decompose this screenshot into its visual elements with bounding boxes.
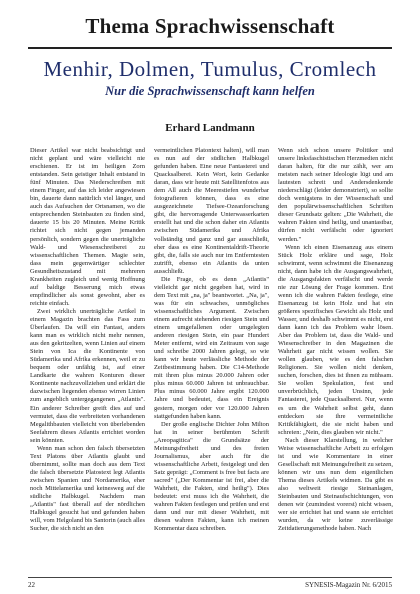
article-headline: Menhir, Dolmen, Tumulus, Cromlech <box>43 57 377 81</box>
footer-rule <box>28 577 392 578</box>
header-rule <box>28 47 392 49</box>
paragraph: Wenn ich einen Eisenanzug aus einem Stück Holz erkläre und sage, Holz schwimmt, wenn schwimmt die Eisenanzug nicht, dann habe ich die Ausgangswahrheit, die Ausgangsfakten verfälscht und werde nie zur Lösung der Frage kommen. Erst wenn ich die wahren Fakten festlege, eine Eisenanzug ist kein Holz und hat ein größeres spezifisches Gewicht als Holz und Wasser, und deshalb schwimmt es nicht, erst dann kann ich das Problem wahr lösen. Aber das Problem ist, dass die Wald- und Wiesenschreiber in den Magazinen die Wahrheit gar nicht wissen wollen. Sie wollen glauben, wie es den falschen Religionen. Sie wollen nicht denken, suchen, forschen, dies ist ihnen zu mühsam. Sie wollen Spekulation, fest und unverbrüchlich, jeden Unsinn, jede Fantasterei, jede Quacksalberei. Nur, wenn es um die Wahrheit selbst geht, dann entdecken sie ihre vermeintliche Kritikfähigkeit, die sie nicht haben und schreien: „Nein, dies glauben wir nicht." <box>278 243 393 436</box>
magazine-issue: SYNESIS-Magazin Nr. 6/2015 <box>305 581 392 589</box>
paragraph: Zwei wirklich unerträgliche Artikel in einem Magazin brachten das Fass zum Überlaufen. Da will ein Fantast, anders kann man es wirklich nicht mehr nennen, aus den gekritzelten, wenn Linien auf einem Stein von Ica die Kontinente von Südamerika und Afrika erkennen, weil er zu bequem oder unfähig ist, auf einer Landkarte die wahren Konturen dieser Kontinente nachzuvollziehen und erklärt die dazwischen liegenden ebenso wirren Linien zum angeblich untergegangenen „Atlantis". Ein anderer Schreiber greift dies auf und vermutet, dass die verbreiteten vorhandenen Megalithbauten vielleicht von überlebenden Seefahrern dieses Atlantis errichtet worden sein könnten. <box>30 307 145 444</box>
paragraph: Dieser Artikel war nicht beabsichtigt und nicht geplant und wäre vielleicht nie erschienen. Er ist im heiligen Zorn entstanden. Sein geistiger Inhalt entstand in fünf Minuten. Das Niederschreiben mit einem Finger, auf das ich leider angewiesen bin, dauerte dann natürlich viel länger, und auch das Aufsuchen der Ortsnamen, wo die entsprechenden Steinbauten zu finden sind, dauerte 15 bis 20 Minuten. Meine Kritik richtet sich nicht gegen jemanden persönlich, sondern gegen die unerträgliche Wald- und Wiesenschreiberei zu wissenschaftlichen Themen. Magie sein, dass mein gegenwärtiger schlechter Gesundheitszustand mit mehreren Krankheiten zugleich und wenig Hoffnung auf baldige Besserung mich etwas empfindlicher als sonst gewohnt, aber es reichte einfach. <box>30 147 145 307</box>
text-column-2 <box>154 147 269 571</box>
article-author: Erhard Landmann <box>165 122 255 134</box>
paragraph: Die Frage, ob es denn „Atlantis" vielleicht gar nicht gegeben hat, wird in dem Text mit „na, ja" beantwortet. „Na, ja", was für ein schwaches, unmögliches wissenschaftliches Argument. Zwischen einem aufrecht stehenden riesigen Stein und einem umgefallenen oder umgelegten anderen riesigen Stein, ein paar Hundert Meter entfernt, wird ein Zeitraum von sage und schreibe 2000 Jahren gelegt, so wie kann wir heute verlässliche Methode der Zeitbestimmung haben. Die C14-Methode mit ihren plus minus 20.000 Jahren oder plus minus 60.000 Jahren ist unbrauchbar. Plus minus 60.000 Jahre ergibt 120.000 Jahre und bedeutet, dass ein Ereignis gestern, morgen oder vor 120.000 Jahren stattgefunden haben kann. <box>154 275 269 420</box>
paragraph: Wenn man schon den falsch übersetzten Text Platons über Atlantis glaubt und übernimmt, sollte man doch aus dem Text die falsch übersetzte Platostext legt Atlantis zwischen Spanien und Nordamerika, eher noch Mittelamerika und keinesweg auf die südliche Halbkugel. Nachdem man „Atlantis" fast überall auf der nördlichen Halbkugel gesucht hat und gefunden haben will, vom Helgoland bis Santorin (auch alles Sucher, die sich nicht an den <box>30 444 145 533</box>
article-body <box>30 147 393 571</box>
article-subtitle: Nur die Sprachwissenschaft kann helfen <box>105 84 315 98</box>
text-column-1 <box>30 147 145 571</box>
text-column-3 <box>278 147 393 571</box>
page-number: 22 <box>28 581 35 589</box>
paragraph: Nach dieser Klarstellung, in welcher Weise wissenschaftliche Arbeit zu erfolgen ist und wie Kommentare in einer Gesellschaft mit Meinungsfreiheit zu setzen, können wir uns nun dem eigentlichen Thema dieses Artikels widmen. Da gibt es also weltweit riesige Steinanlagen, Steinbauten und Steinaufschichtungen, von denen wir (zumindest vorerst) nicht wissen, wer sie errichtet hat und wann sie errichtet wurden, da wir keine zuverlässige Zeitdatierungsmethode haben. Nach <box>278 436 393 533</box>
paragraph: vermeintlichen Platontext halten), will man es nun auf der südlichen Halbkugel gefunden haben. Eine neue Fantasterei und Quacksalberei. Kein Wort, kein Gedanke daran, dass wir heute mit Satellitenfotos aus dem All auch die Meerestiefen wunderbar fotografieren können, dass es eine ausgezeichnete Tiefsee-Ozeanforschung gibt, die hervorragende Unterwasserkarten erstellt hat und die schon daher ein Atlantis zwischen Südamerika und Afrika vollständig und ganz und gar ausschließt, eher dass es eine Kontinentaldrift-Theorie gibt, die, falls sie auch nur im Entferntesten zutrifft, ebenso ein Atlantis da unten ausschließt. <box>154 147 269 275</box>
paragraph: Wenn sich schon unsere Politiker und unsere linksfaschistischen Herzmedien nicht daran halten, für die nur zählt, wer am meisten nach seiner Ideologie lügt und am lautesten schreit und Andersdenkende niederschlägt (leider demonstriert), so sollte doch wenigstens in der Wissenschaft und den populärwissenschaftlichen Schriften dieser Grundsatz gelten: „Die Wahrheit, die wahren Fakten sind heilig, und unantastbar, dürfen nicht verfälscht oder ignoriert werden." <box>278 147 393 243</box>
paragraph: Der große englische Dichter John Milton hat in seiner berühmten Schrift „Areopagitica" die Grundsätze der Meinungsfreiheit und des freien Journalismus, aber auch für die wissenschaftliche Arbeit, festgelegt und den Satz geprägt: „Comment is free but facts are sacred" („Der Kommentar ist frei, aber die Wahrheit, die Fakten, sind heilig"). Dies bedeutet: erst muss ich die Wahrheit, die wahren Fakten festlegen und prüfen und erst dann und nur mit dieser Wahrheit, mit diesen wahren Fakten, kann ich meinen Kommentar dazu schreiben. <box>154 420 269 533</box>
section-title: Thema Sprachwissenschaft <box>85 14 335 38</box>
